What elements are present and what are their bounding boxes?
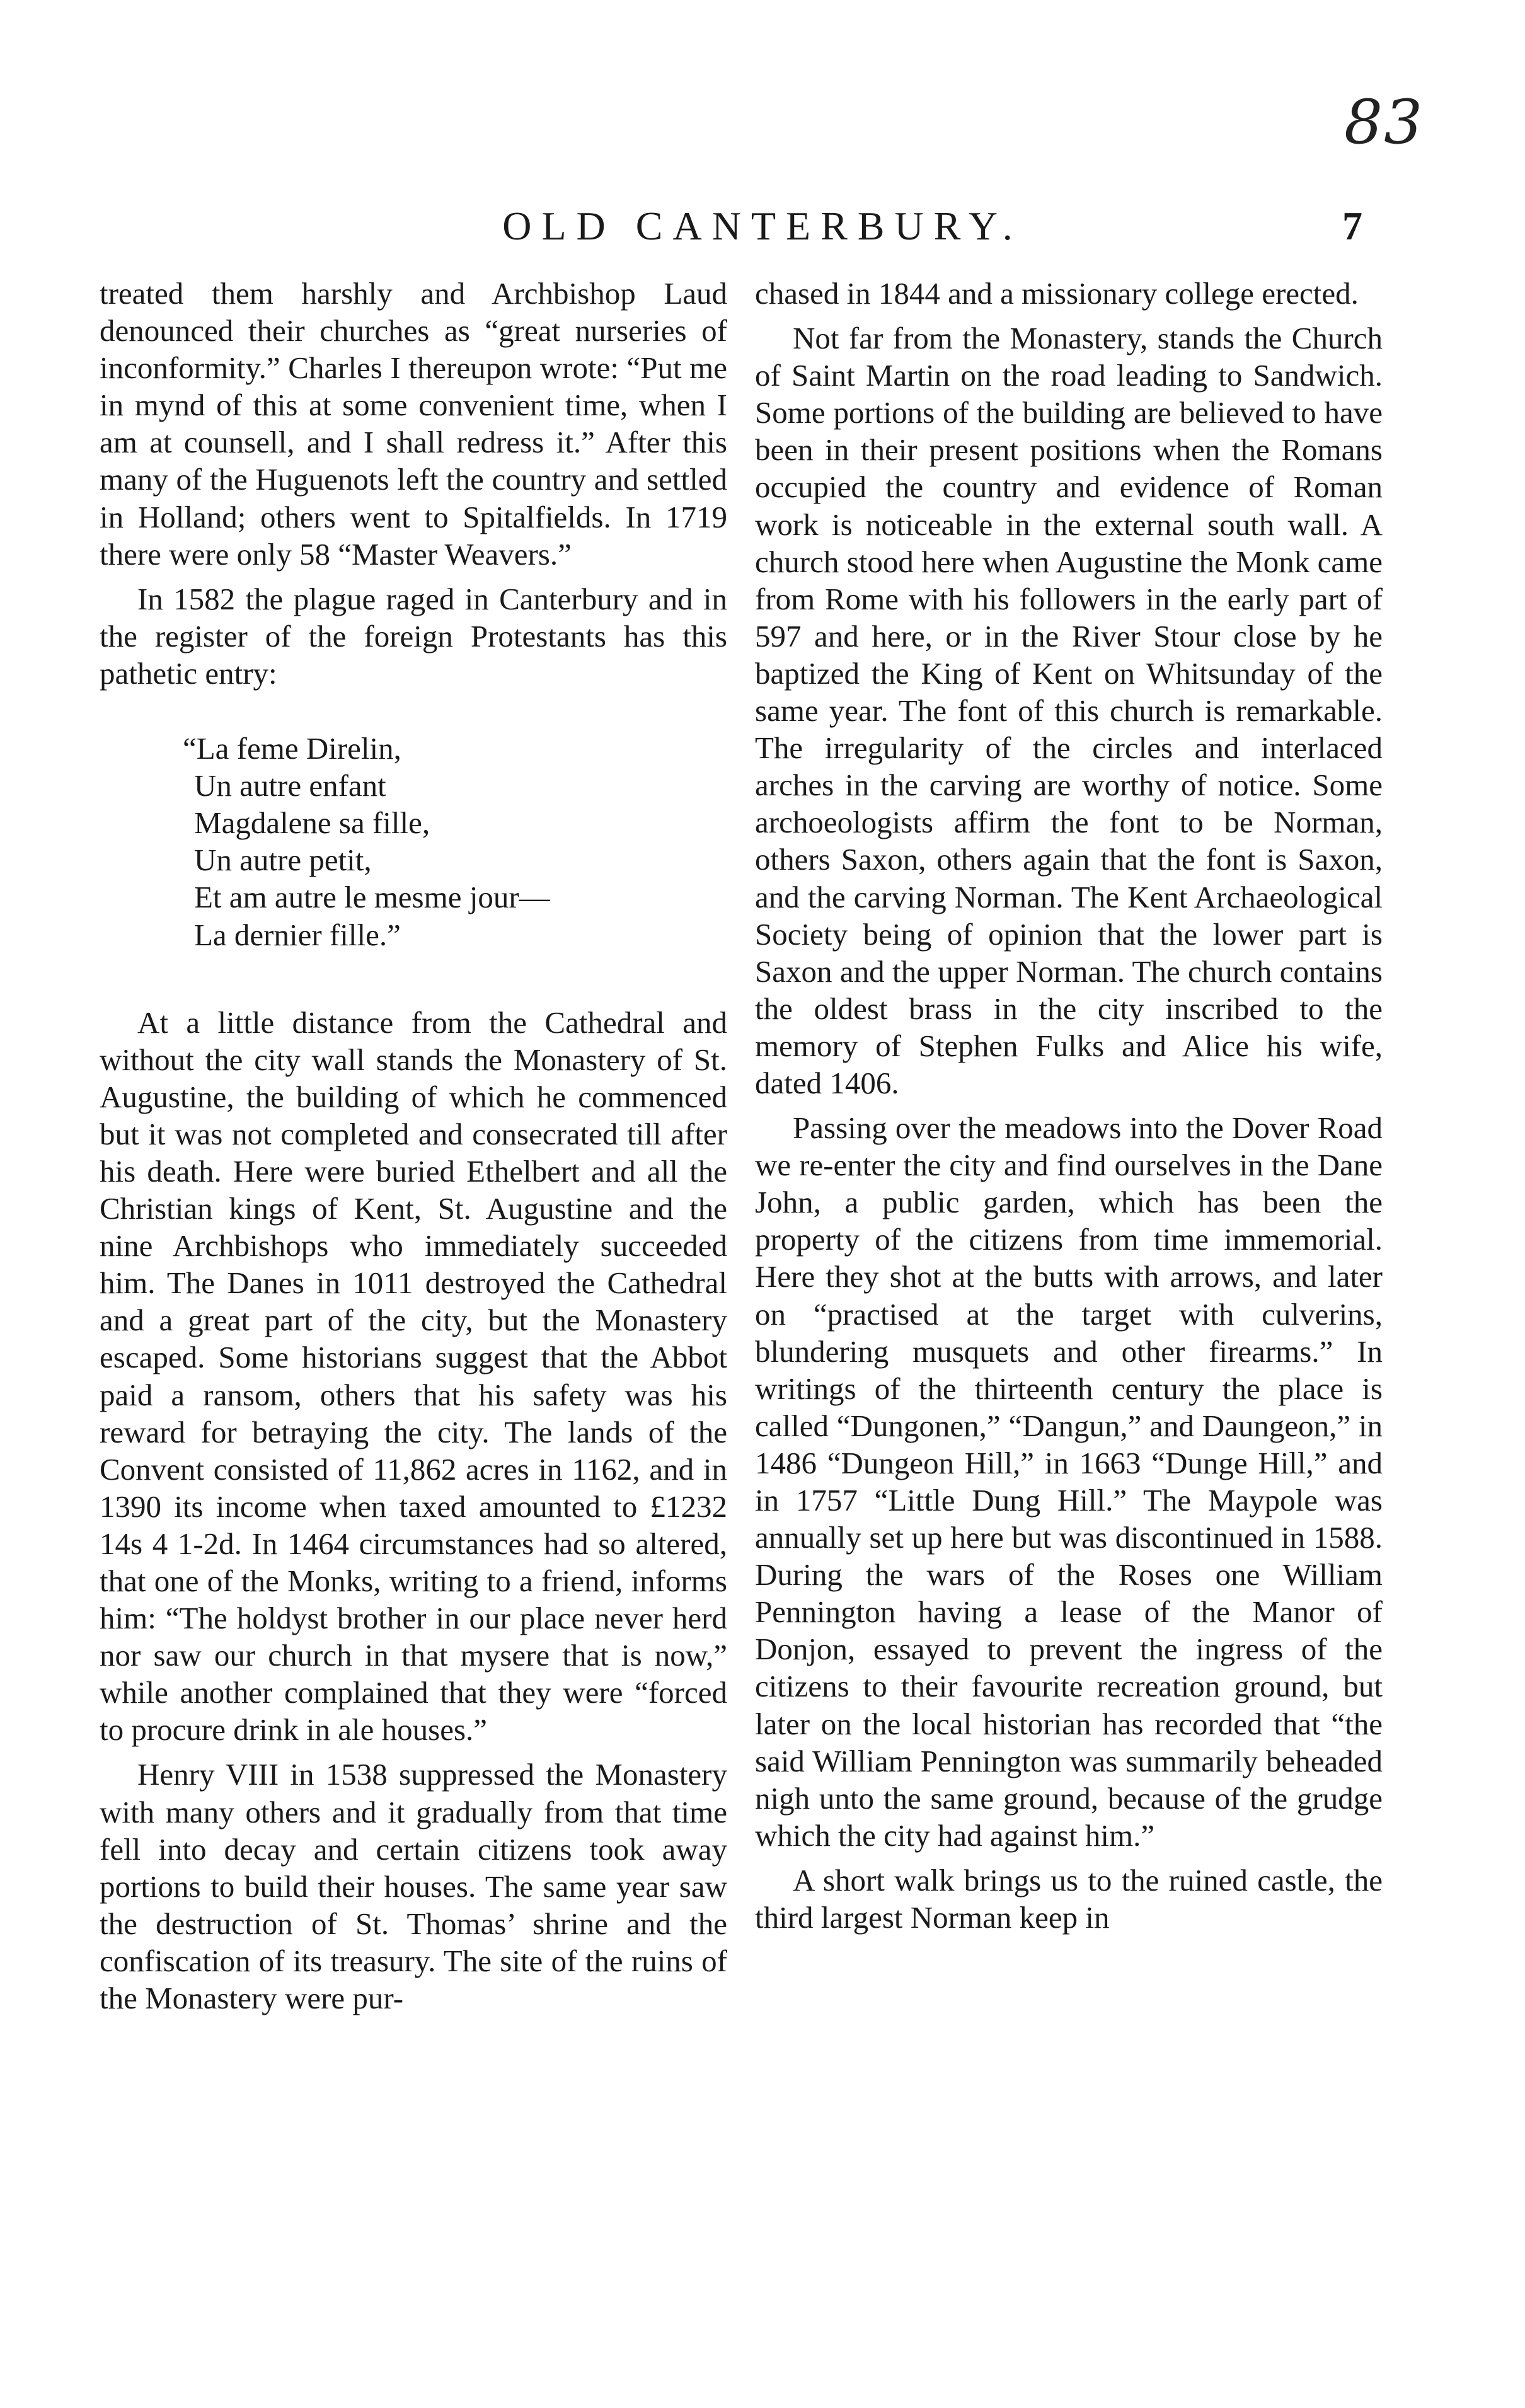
verse-block [183, 730, 727, 953]
page-number: 7 [1342, 204, 1362, 248]
verse-line: Et am autre le mesme jour— [194, 880, 550, 915]
verse-line: “La feme Direlin, [183, 731, 401, 766]
paragraph: At a little distance from the Cathedral and without the city wall stands the Monastery of St. Augustine, the building of which he commenced but it was not completed and consecrated till after his death. Here were buried Ethelbert and all the Christian kings of Kent, St. Augustine and the nine Archbishops who immediately succeeded him. The Danes in 1011 destroyed the Cathedral and a great part of the city, but the Monastery escaped. Some historians suggest that the Abbot paid a ransom, others that his safety was his reward for betraying the city. The lands of the Convent consisted of 11,862 acres in 1162, and in 1390 its income when taxed amounted to £1232 14s 4 1-2d. In 1464 circumstances had so altered, that one of the Monks, writing to a friend, informs him: “The holdyst brother in our place never herd nor saw our church in that mysere that is now,” while another complained that they were “forced to procure drink in ale houses.” [100, 1005, 727, 1748]
verse-line: La dernier fille.” [194, 917, 401, 952]
left-column [100, 275, 727, 2024]
handwritten-folio: 83 [1344, 87, 1424, 158]
verse-line: Un autre petit, [194, 843, 372, 878]
paragraph: In 1582 the plague raged in Canterbury and in the register of the foreign Protestants has this pathetic entry: [100, 581, 727, 691]
paragraph: chased in 1844 and a missionary college erected. [755, 276, 1359, 311]
running-head: OLD CANTERBURY. [502, 204, 1023, 248]
paragraph: treated them harshly and Archbishop Laud denounced their churches as “great nurseries of inconformity.” Charles I thereupon wrote: “Put me in mynd of this at some convenient time, when I am at counsell, and I shall redress it.” After this many of the Huguenots left the country and settled in Holland; others went to Spitalfields. In 1719 there were only 58 “Master Weavers.” [100, 276, 727, 572]
paragraph: Henry VIII in 1538 suppressed the Monastery with many others and it gradually from that time fell into decay and certain citizens took away portions to build their houses. The same year saw the destruction of St. Thomas’ shrine and the confiscation of its treasury. The site of the ruins of the Monastery were pur- [100, 1757, 727, 2016]
paragraph: Not far from the Monastery, stands the Church of Saint Martin on the road leading to Sandwich. Some portions of the building are believed to have been in their present positions when the Romans occupied the country and evidence of Roman work is noticeable in the external south wall. A church stood here when Augustine the Monk came from Rome with his followers in the early part of 597 and here, or in the River Stour close by he baptized the King of Kent on Whitsunday of the same year. The font of this church is remarkable. The irregularity of the circles and interlaced arches in the carving are worthy of notice. Some archoeologists affirm the font to be Norman, others Saxon, others again that the font is Saxon, and the carving Norman. The Kent Archaeological Society being of opinion that the lower part is Saxon and the upper Norman. The church contains the oldest brass in the city inscribed to the memory of Stephen Fulks and Alice his wife, dated 1406. [755, 321, 1383, 1100]
paragraph: A short walk brings us to the ruined castle, the third largest Norman keep in [755, 1862, 1383, 1935]
paragraph: Passing over the meadows into the Dover Road we re-enter the city and find ourselves in the Dane John, a public garden, which has been the property of the citizens from time immemorial. Here they shot at the butts with arrows, and later on “practised at the target with culverins, blundering musquets and other firearms.” In writings of the thirteenth century the place is called “Dungonen,” “Dangun,” and Daungeon,” in 1486 “Dungeon Hill,” in 1663 “Dunge Hill,” and in 1757 “Little Dung Hill.” The Maypole was annually set up here but was discontinued in 1588. During the wars of the Roses one William Pennington having a lease of the Manor of Donjon, essayed to prevent the ingress of the citizens to their favourite recreation ground, but later on the local historian has recorded that “the said William Pennington was summarily beheaded nigh unto the same ground, because of the grudge which the city had against him.” [755, 1110, 1383, 1853]
verse-line: Un autre enfant [194, 768, 386, 804]
verse-line: Magdalene sa fille, [194, 805, 430, 841]
right-column [755, 275, 1383, 1944]
